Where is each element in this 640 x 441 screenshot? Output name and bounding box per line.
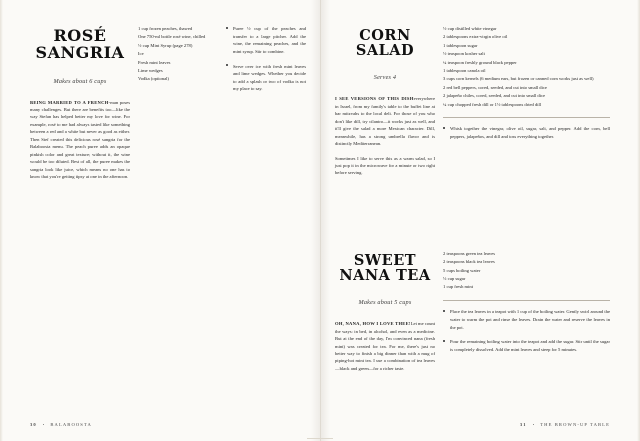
step-text: Serve over ice with fresh mint leaves and lime wedges. Whether you decide to add a splash or two of vodka is not my place to say. (233, 63, 306, 92)
recipe-corn-salad (335, 22, 610, 177)
bullet-icon (443, 127, 445, 129)
ingredient-item: ½ cup Mint Syrup (page 278) (138, 42, 193, 48)
step-text: Whisk together the vinegar, olive oil, sugar, salt, and pepper. Add the corn, bell peppers, jalapeños, and dill and toss everything together. (450, 126, 610, 140)
bottom-center-mark (307, 438, 333, 439)
recipe-steps-column (226, 22, 306, 100)
ingredient-item ing-note: Vodka (optional) (138, 76, 169, 82)
recipe-title-column (30, 22, 138, 180)
step-item (443, 308, 610, 331)
ingredient-item: 2 red bell peppers, cored, seeded, and cut into small dice (443, 84, 547, 90)
folio-number: 31 (519, 422, 527, 427)
headnote-body: everywhere in Israel, from my family's table to the buffet line at bar mitzvahs to the local deli. For those of you who don't like dill, try cilantro—it works just as well, and it'll give the salad a more Mexican character. Dill, meanwhile, has a strong umbrella flavor and is distinctly Mediterranean. (335, 96, 435, 147)
headnote-body: man poses many challenges. But there are benefits too—like the way Stefan has helped better my love for wine. For example, rosé to me had always tasted like something between a red and a white but never as good as either. Then Stef created this delicious rosé sangria for the Balaboosta menu. The peach puree adds an opaque pinkish color and great texture; without it, the wine would be too diluted. Best of all, the puree makes the sangria look like juice, which means no one has to know that you're getting tipsy at one in the afternoon. (30, 99, 130, 179)
recipe-yield: Makes about 5 cups (358, 299, 412, 307)
step-list (443, 125, 610, 140)
step-item (226, 25, 306, 56)
ingredient-item: ½ cup distilled white vinegar (443, 26, 497, 31)
ingredient-item: ¼ cup chopped fresh dill or 1½ tablespoons dried dill (443, 101, 542, 107)
ingredient-item: Fresh mint leaves (138, 59, 171, 65)
headnote-lead: BEING MARRIED TO A FRENCH- (30, 99, 111, 105)
page-edge-left (0, 0, 3, 441)
recipe-ingredients-steps-column (443, 247, 610, 361)
ingredient-item: 2 teaspoons green tea leaves (443, 250, 496, 256)
folio-title: BALABOOSTA (50, 422, 92, 427)
step-item (226, 63, 306, 94)
ingredient-item: Lime wedges (138, 67, 163, 73)
bullet-icon (443, 310, 445, 312)
ingredient-item: 1 tablespoon canola oil (443, 67, 486, 73)
ingredient-item: One 750-ml bottle rosé wine, chilled (138, 34, 206, 40)
ingredient-item: 1 tablespoon sugar (443, 42, 478, 48)
folio-dot-icon (43, 424, 45, 426)
recipe-ingredients-column (138, 22, 226, 84)
recipe-headnote (335, 95, 435, 147)
ingredient-item: ½ teaspoon kosher salt (443, 51, 485, 57)
recipe-title-column (335, 247, 443, 373)
ingredient-item: ¼ teaspoon freshly ground black pepper (443, 59, 517, 65)
recipe-ingredients-steps-column (443, 22, 610, 148)
ingredient-item: 1 cup frozen peaches, thawed (138, 26, 193, 31)
step-text: Pour the remaining boiling water into the teapot and add the sugar. Stir until the sugar is completely dissolved. Add the mint leaves and steep for 5 minutes. (450, 339, 610, 352)
ingredient-item: 2 tablespoons extra-virgin olive oil (443, 34, 508, 40)
ingredient-list (138, 25, 218, 83)
bullet-icon (226, 27, 228, 29)
folio-right (520, 422, 610, 427)
recipe-title-column (335, 22, 443, 177)
ingredient-item: ⅓ cup sugar (443, 275, 466, 281)
step-list (443, 308, 610, 353)
step-list (226, 25, 306, 93)
folio-number: 30 (30, 422, 37, 427)
recipe-title: CORN SALAD (355, 27, 415, 60)
ingredient-item: 1 cup fresh mint (443, 284, 473, 290)
step-item (443, 125, 610, 140)
recipe-rose-sangria (30, 22, 306, 180)
section-divider (443, 117, 610, 118)
folio-title: THE BROWN-UP TABLE (540, 422, 610, 427)
ingredient-item: 5 cups boiling water (443, 267, 481, 273)
recipe-sweet-nana-tea (335, 247, 610, 373)
step-text: Place the tea leaves in a teapot with 1 cup of the boiling water. Gently swirl around the water to warm the pot and rinse the leaves. Drain the water and reserve the leaves in the pot. (450, 309, 610, 330)
headnote-lead: OH, NANA, HOW I LOVE THEE! (335, 321, 411, 327)
headnote-lead: I SEE VERSIONS OF THIS DISH (335, 96, 414, 102)
recipe-headnote (30, 99, 130, 181)
ingredient-list (443, 25, 610, 108)
recipe-gap (335, 177, 610, 247)
page-right (320, 0, 640, 441)
bullet-icon (443, 340, 445, 342)
recipe-yield: Makes about 6 cups (53, 77, 107, 85)
ingredient-item: 2 jalapeño chiles, cored, seeded, and cut into small dice (443, 93, 546, 99)
recipe-headnote (335, 320, 435, 372)
bullet-icon (226, 64, 228, 66)
recipe-headnote-extra: Sometimes I like to serve this as a warm salad, so I just pop it in the microwave for a minute or two right before serving. (335, 155, 435, 176)
step-item (443, 338, 610, 353)
recipe-title: ROSÉ SANGRIA (35, 26, 125, 62)
ingredient-list (443, 250, 610, 291)
folio-dot-icon (533, 424, 535, 426)
recipe-title: SWEET NANA TEA (339, 251, 431, 285)
ingredient-item: 3 cups corn kernels (6 medium ears, but frozen or canned corn works just as well) (443, 76, 594, 82)
recipe-yield: Serves 4 (373, 74, 397, 82)
step-text: Puree ½ cup of the peaches and transfer to a large pitcher. Add the wine, the remaining peaches, and the mint syrup. Stir to combine. (233, 26, 306, 54)
headnote-body: Let me count the ways: in bed, in alcohol, and even as a medicine. But at the end of the day, I'm convinced nana (fresh mint) was created for tea. For me, there's just no better way to finish a big dinner than with a mug of piping-hot mint tea. I use a combination of tea leaves—black and green—for a richer taste. (335, 321, 435, 371)
section-divider (443, 300, 610, 301)
folio-left (30, 422, 92, 427)
ingredient-item: 2 teaspoons black tea leaves (443, 259, 495, 265)
ingredient-item: Ice (138, 51, 144, 57)
